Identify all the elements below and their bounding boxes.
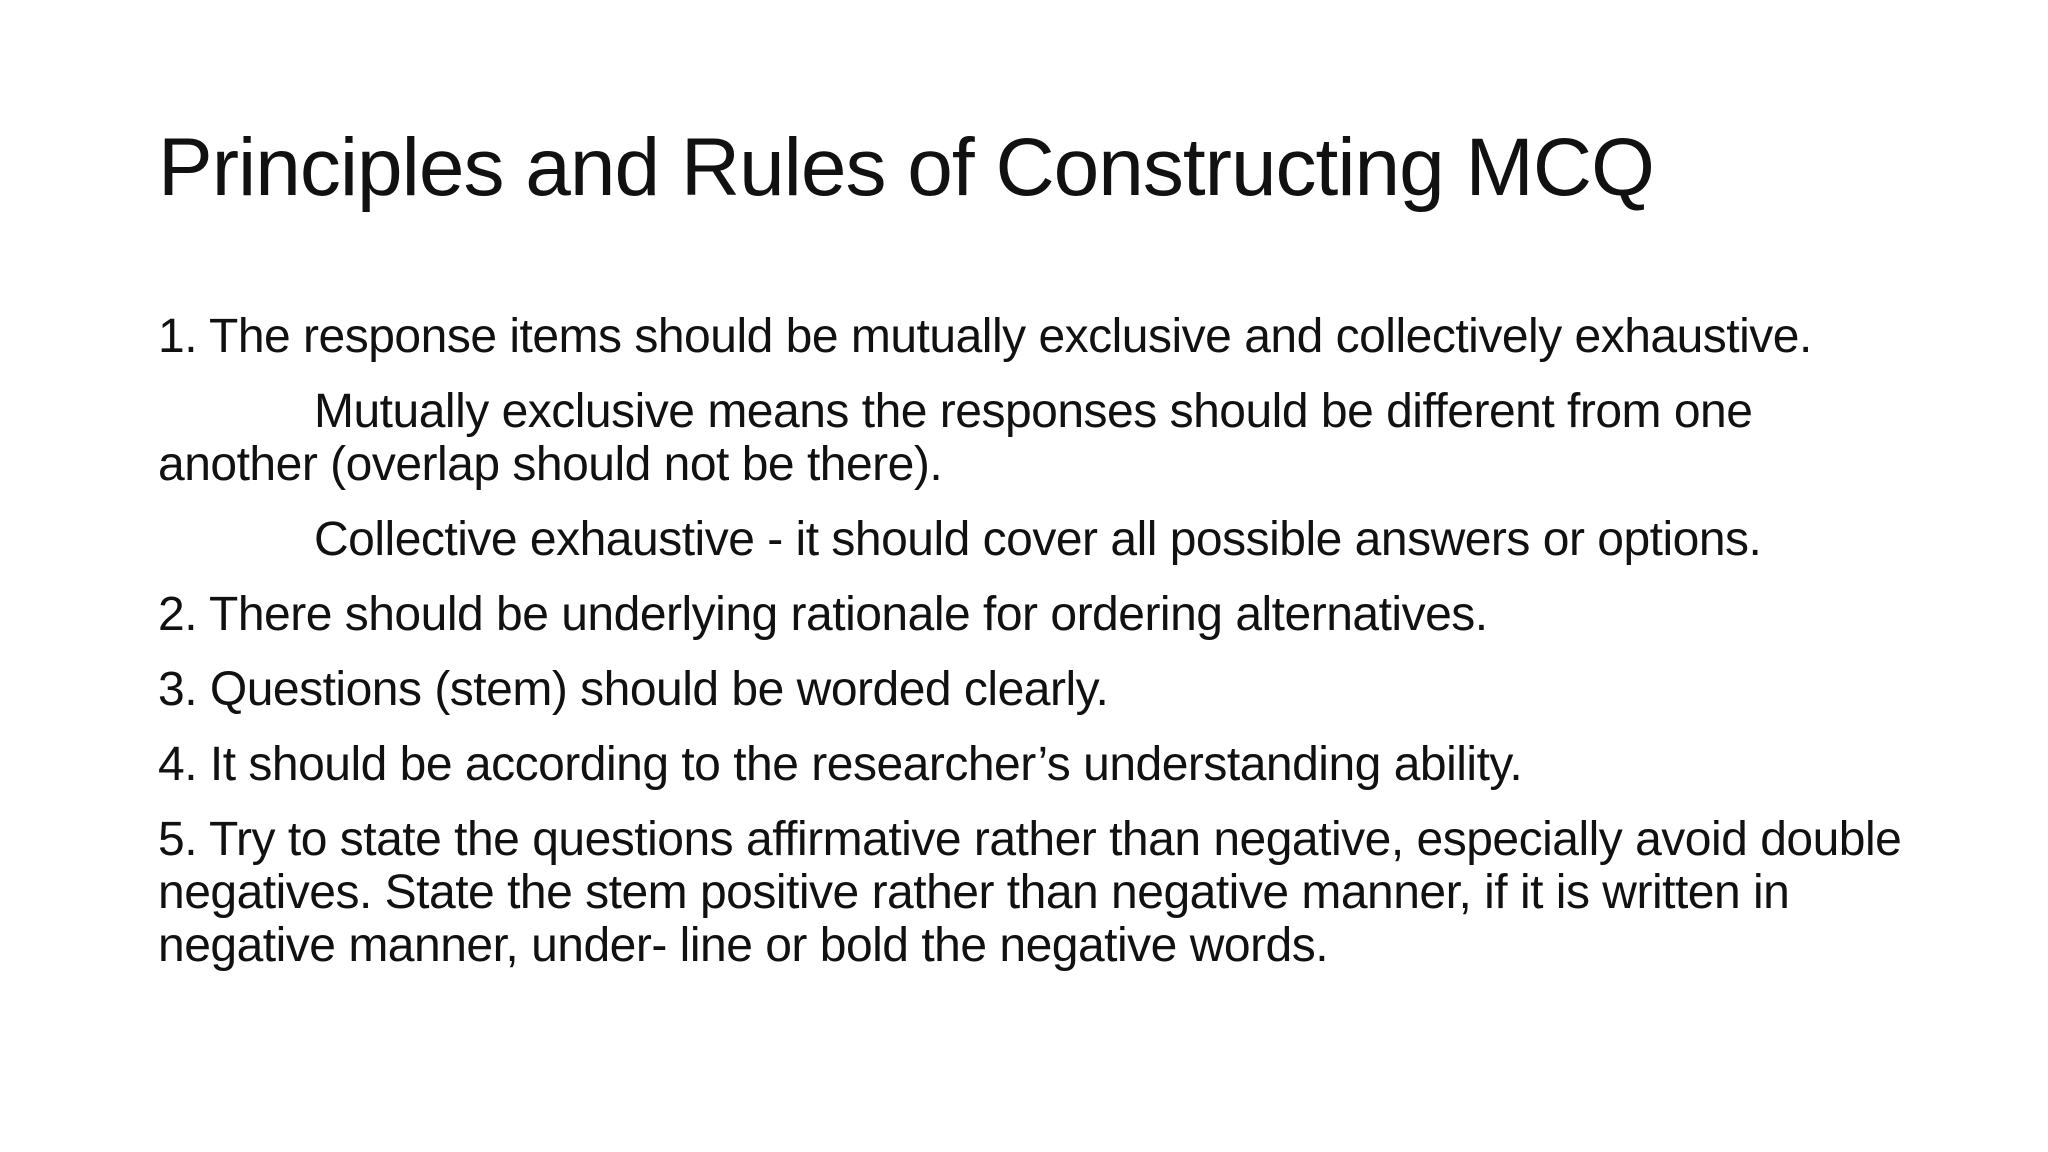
paragraph-rule-4: 4. It should be according to the researcher’s understanding ability.	[158, 738, 1523, 791]
slide-title: Principles and Rules of Constructing MCQ	[158, 122, 1654, 213]
paragraph-rule-1: 1. The response items should be mutually exclusive and collectively exhaustive.	[158, 310, 1812, 363]
paragraph-rule-3: 3. Questions (stem) should be worded clearly.	[158, 663, 1109, 716]
paragraph-collective-exhaustive: Collective exhaustive - it should cover all possible answers or options.	[314, 513, 1762, 566]
slide-body	[158, 310, 1918, 994]
paragraph-rule-5: 5. Try to state the questions affirmative rather than negative, especially avoid double negatives. State the stem positive rather than negative manner, if it is written in negative manner, under- line or bold the negative words.	[158, 813, 1902, 972]
paragraph-mutually-exclusive: Mutually exclusive means the responses should be different from one another (overlap should not be there).	[158, 385, 1753, 491]
paragraph-rule-2: 2. There should be underlying rationale for ordering alternatives.	[158, 588, 1488, 641]
